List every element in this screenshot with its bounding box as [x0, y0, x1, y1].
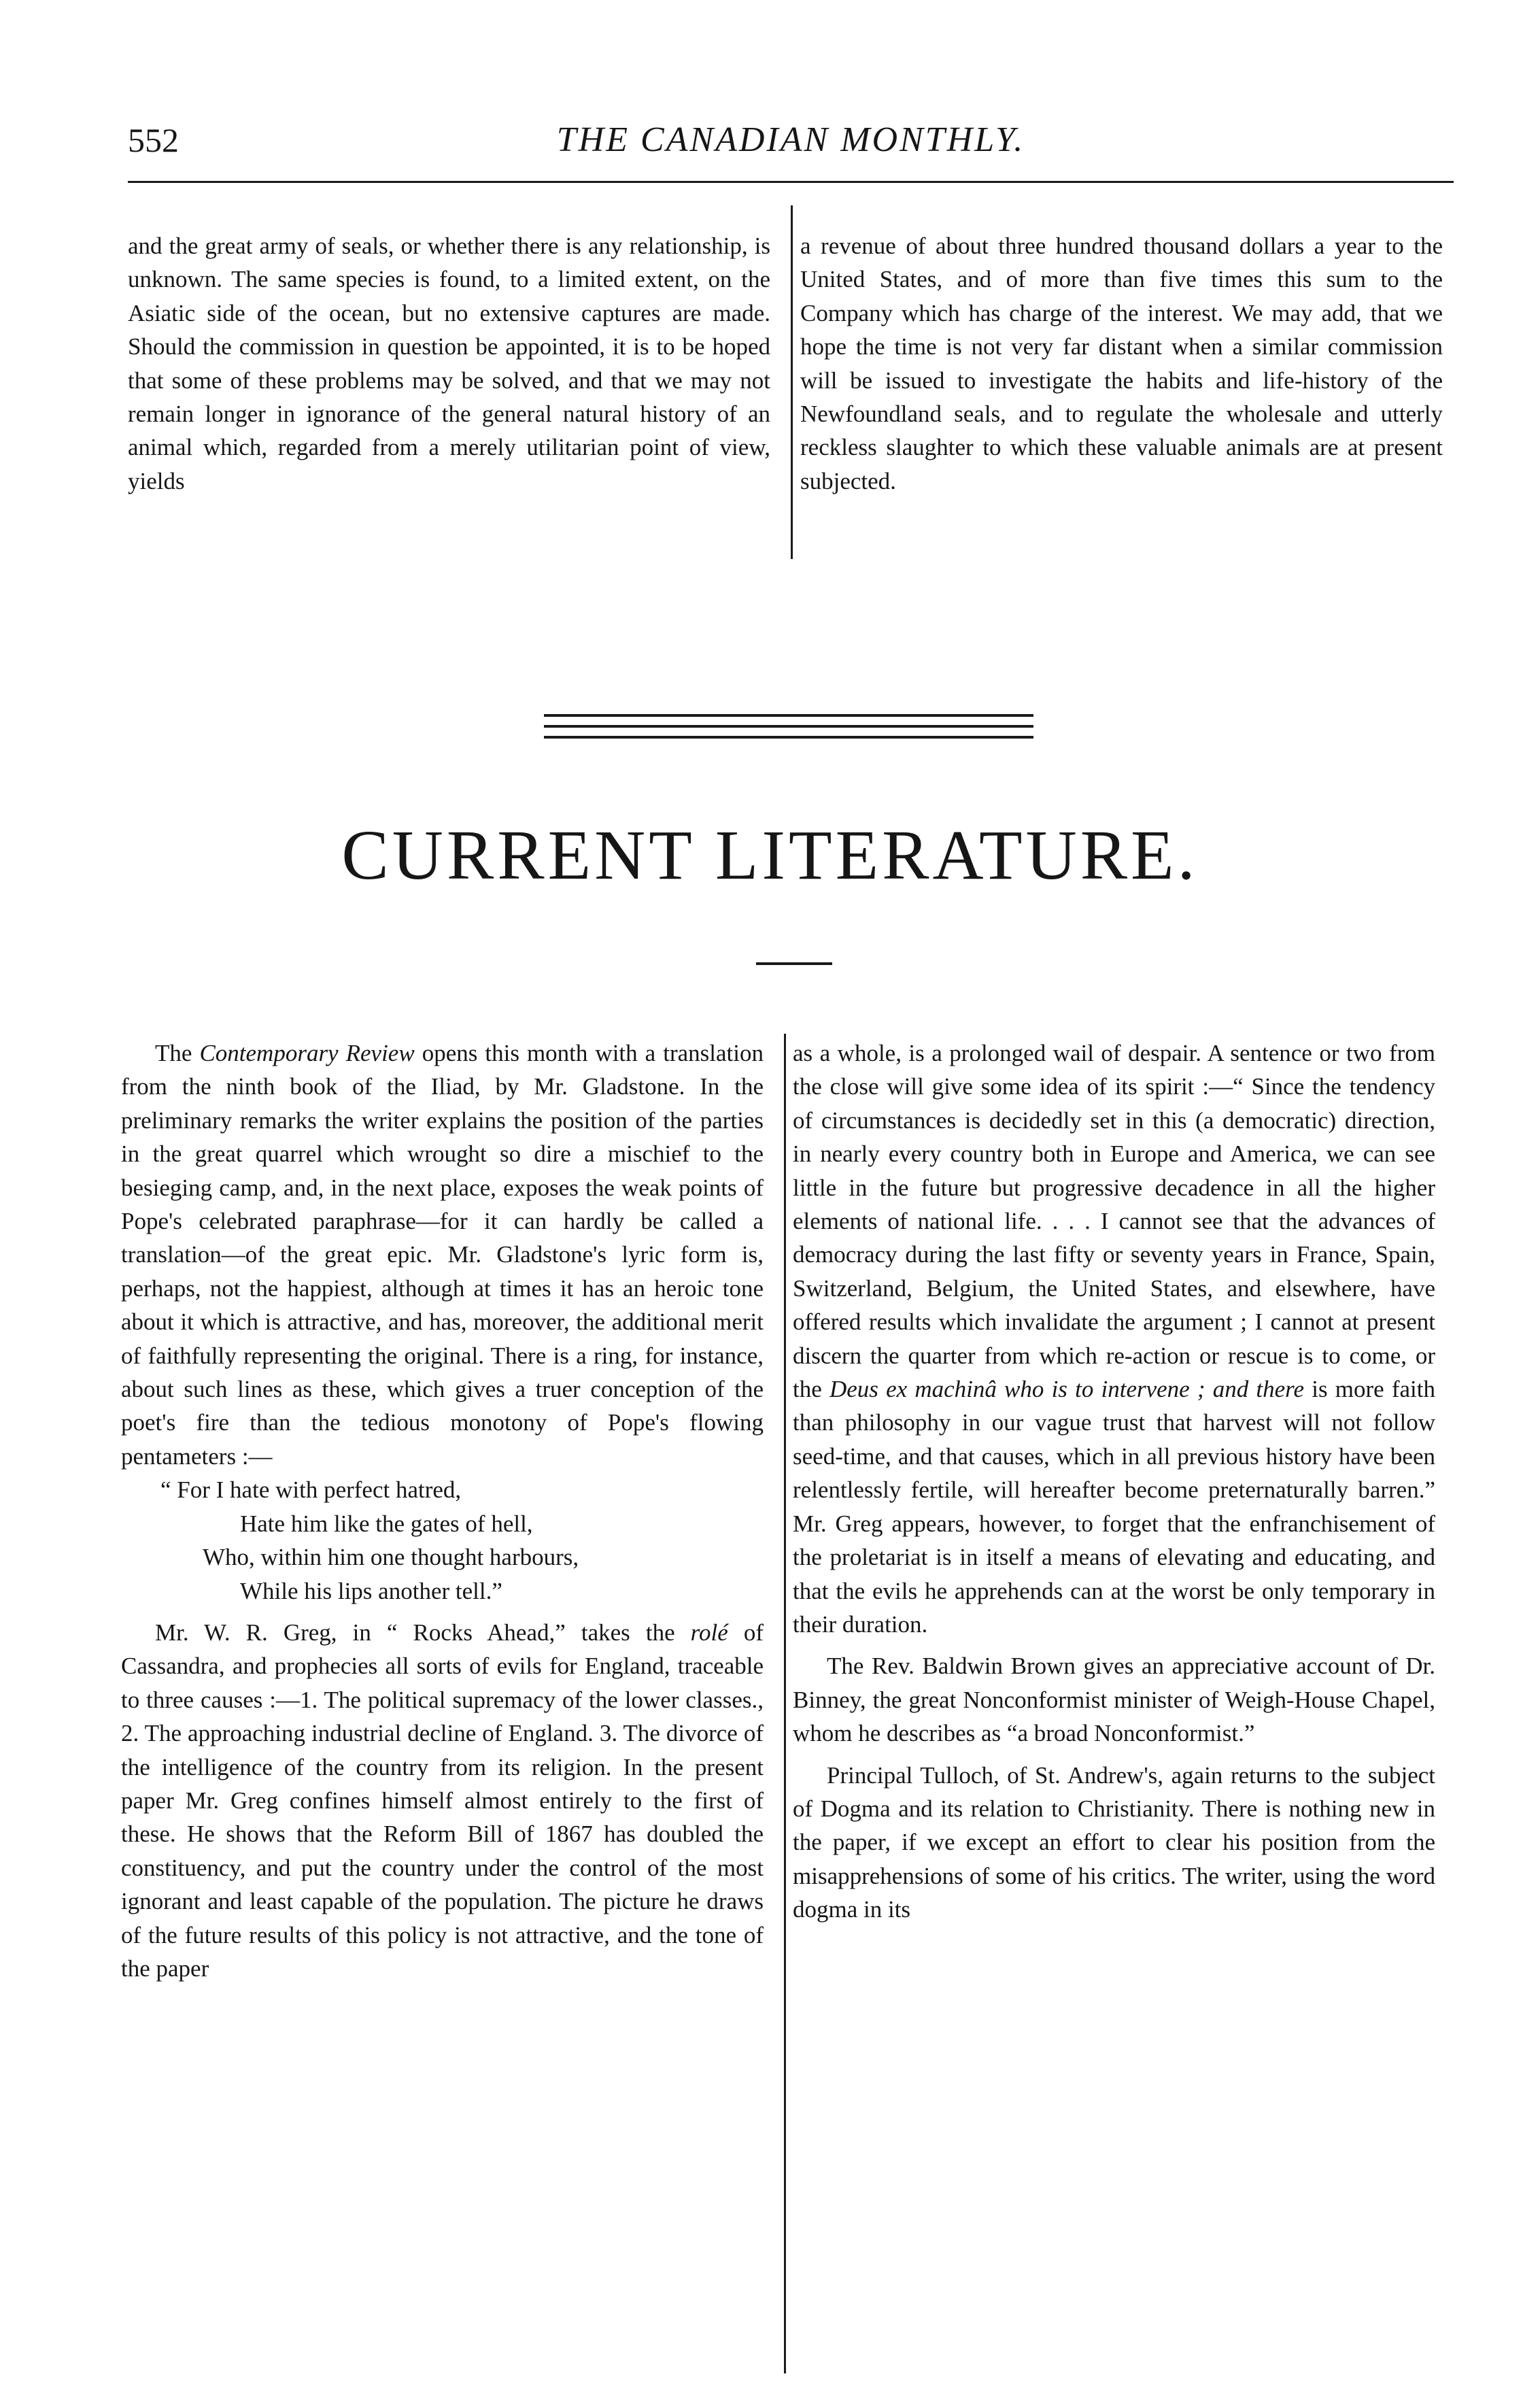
page-number: 552 [128, 121, 179, 159]
column-divider-bottom [784, 1034, 786, 2373]
verse-line: While his lips another tell.” [240, 1577, 502, 1604]
seals-paragraph-left: and the great army of seals, or whether there is any relationship, is unknown. The same species is found, to a limited extent, on the Asiatic side of the ocean, but no extensive captures are made. Should the commission in question be appointed, it is to be hoped that some of these problems may be solved, and that we may not remain longer in ignorance of the general natural history of an animal which, regarded from a merely utilitarian point of view, yields [128, 233, 770, 494]
section-rule-1 [544, 714, 1033, 717]
running-head: THE CANADIAN MONTHLY. [556, 120, 1025, 159]
text-run: is more faith than philosophy in our vague trust that harvest will not follow seed-time, and that causes, which in all previous history have been relentlessly fertile, will hereafter become preternaturally barren.” Mr. Greg appears, however, to forget that the enfranchisement of the proletariat is in itself a means of elevating and educating, and that the evils he apprehends can at the worst be only temporary in their duration. [793, 1376, 1435, 1638]
top-right-column [800, 229, 1443, 498]
text-run: Mr. W. R. Greg, in “ Rocks Ahead,” takes the [155, 1619, 691, 1646]
section-title: CURRENT LITERATURE. [341, 816, 1199, 894]
title-underline [756, 962, 832, 965]
greg-continuation-paragraph [793, 1036, 1435, 1641]
text-run: The [155, 1040, 200, 1066]
baldwin-brown-paragraph: The Rev. Baldwin Brown gives an appreciative account of Dr. Binney, the great Nonconformist minister of Weigh-House Chapel, whom he describes as “a broad Nonconformist.” [793, 1653, 1435, 1747]
italic-word: rolé [690, 1619, 728, 1646]
rocks-ahead-paragraph [121, 1616, 764, 1985]
journal-title: Contemporary Review [199, 1040, 415, 1066]
header-rule [128, 181, 1454, 183]
verse-line: “ For I hate with perfect hatred, [160, 1476, 462, 1504]
text-run: of Cassandra, and prophecies all sorts of evils for England, traceable to three causes :—1. The political supremacy of the lower classes., 2. The approaching industrial decline of England. 3. The divorce of the intelligence of the country from its religion. In the present paper Mr. Greg confines himself almost entirely to the first of these. He shows that the Reform Bill of 1867 has doubled the constituency, and put the country under the control of the most ignorant and least capable of the population. The picture he draws of the future results of this policy is not attractive, and the tone of the paper [121, 1619, 764, 1982]
seals-paragraph-right: a revenue of about three hundred thousand dollars a year to the United States, and of more than five times this sum to the Company which has charge of the interest. We may add, that we hope the time is not very far distant when a similar commission will be issued to investigate the habits and life-history of the Newfoundland seals, and to regulate the wholesale and utterly reckless slaughter to which these valuable animals are at present subjected. [800, 233, 1443, 494]
text-run: as a whole, is a prolonged wail of despair. A sentence or two from the close will give some idea of its spirit :—“ Since the tendency of circumstances is decidedly set in this (a democratic) direction, in nearly every country both in Europe and America, we can see little in the future but progressive decadence in all the higher elements of national life. . . . I cannot see that the advances of democracy during the last fifty or seventy years in France, Spain, Switzerland, Belgium, the United States, and elsewhere, have offered results which invalidate the argument ; I cannot at present discern the quarter from which re-action or rescue is to come, or the [793, 1040, 1435, 1403]
verse-line: Who, within him one thought harbours, [203, 1544, 579, 1571]
contemporary-review-paragraph [121, 1036, 764, 1473]
column-divider-top [791, 205, 793, 559]
bottom-left-column [121, 1036, 764, 1985]
tulloch-paragraph: Principal Tulloch, of St. Andrew's, again returns to the subject of Dogma and its relation to Christianity. There is nothing new in the paper, if we except an effort to clear his position from the misapprehensions of some of his critics. The writer, using the word dogma in its [793, 1761, 1435, 1923]
verse-line: Hate him like the gates of hell, [240, 1510, 533, 1537]
verse-quotation [121, 1473, 764, 1608]
text-run: opens this month with a translation from the ninth book of the Iliad, by Mr. Gladstone. In the preliminary remarks the writer explains the position of the parties in the great quarrel which wrought so dire a mischief to the besieging camp, and, in the next place, exposes the weak points of Pope's celebrated paraphrase—for it can hardly be called a translation—of the great epic. Mr. Gladstone's lyric form is, perhaps, not the happiest, although at times it has an heroic tone about it which is attractive, and has, moreover, the additional merit of faithfully representing the original. There is a ring, for instance, about such lines as these, which gives a truer conception of the poet's fire than the tedious monotony of Pope's flowing pentameters :— [121, 1040, 764, 1470]
top-left-column [128, 229, 770, 498]
italic-phrase: Deus ex machinâ who is to intervene ; and there [829, 1376, 1305, 1403]
bottom-right-column [793, 1036, 1435, 1927]
page-header [128, 120, 1454, 185]
section-rule-2 [544, 725, 1033, 728]
section-rule-3 [544, 736, 1033, 739]
